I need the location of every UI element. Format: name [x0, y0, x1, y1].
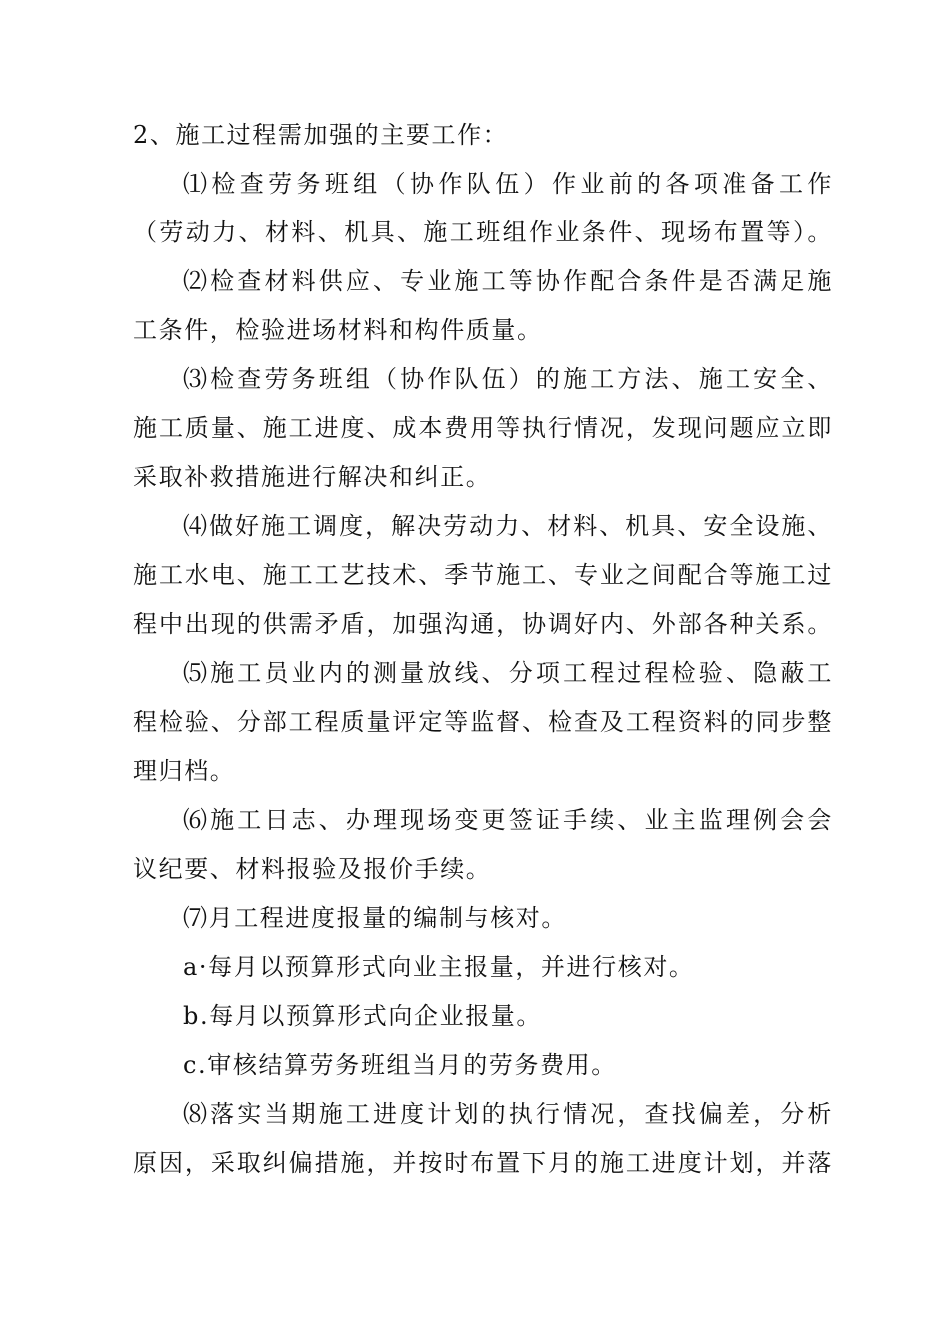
paragraph-line: ⑹施工日志、办理现场变更签证手续、业主监理例会会 — [183, 806, 833, 834]
section-heading: 2、施工过程需加强的主要工作： — [133, 121, 509, 149]
paragraph-line: 工条件，检验进场材料和构件质量。 — [133, 316, 543, 344]
paragraph-line: 施工质量、施工进度、成本费用等执行情况，发现问题应立即 — [133, 414, 833, 442]
list-item: a·每月以预算形式向业主报量，并进行核对。 — [183, 953, 695, 981]
paragraph-line: ⑶检查劳务班组（协作队伍）的施工方法、施工安全、 — [183, 365, 833, 393]
paragraph-line: ⑵检查材料供应、专业施工等协作配合条件是否满足施 — [183, 267, 833, 295]
paragraph-line: 理归档。 — [133, 757, 236, 785]
paragraph-line: ⑻落实当期施工进度计划的执行情况，查找偏差，分析 — [183, 1100, 833, 1128]
paragraph-line: （劳动力、材料、机具、施工班组作业条件、现场布置等）。 — [133, 218, 833, 246]
paragraph-line: ⑺月工程进度报量的编制与核对。 — [183, 904, 567, 932]
paragraph-line: ⑷做好施工调度，解决劳动力、材料、机具、安全设施、 — [183, 512, 833, 540]
paragraph-line: 程中出现的供需矛盾，加强沟通，协调好内、外部各种关系。 — [133, 610, 833, 638]
paragraph-line: 施工水电、施工工艺技术、季节施工、专业之间配合等施工过 — [133, 561, 833, 589]
paragraph-line: ⑴检查劳务班组（协作队伍）作业前的各项准备工作 — [183, 170, 833, 198]
list-item: c.审核结算劳务班组当月的劳务费用。 — [183, 1051, 617, 1079]
paragraph-line: ⑸施工员业内的测量放线、分项工程过程检验、隐蔽工 — [183, 659, 833, 687]
paragraph-line: 程检验、分部工程质量评定等监督、检查及工程资料的同步整 — [133, 708, 833, 736]
paragraph-line: 议纪要、材料报验及报价手续。 — [133, 855, 492, 883]
paragraph-line: 原因，采取纠偏措施，并按时布置下月的施工进度计划，并落 — [133, 1149, 833, 1177]
list-item: b.每月以预算形式向企业报量。 — [183, 1002, 542, 1030]
paragraph-line: 采取补救措施进行解决和纠正。 — [133, 463, 492, 491]
